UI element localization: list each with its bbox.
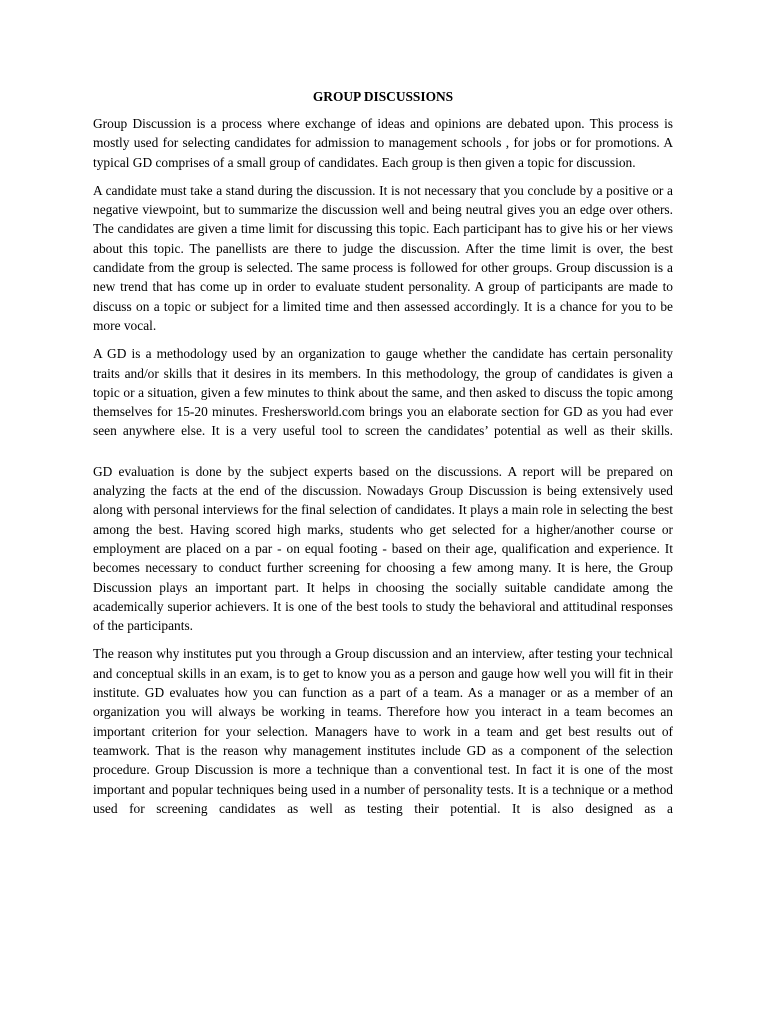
paragraph-intro: Group Discussion is a process where exchange of ideas and opinions are debated upon. This process is mostly used for selecting candidates for admission to management schools , for jobs or for promotions. A typical GD comprises of a small group of candidates. Each group is then given a topic for discussion. [93,116,673,170]
paragraph-gd-methodology: A GD is a methodology used by an organization to gauge whether the candidate has certain personality traits and/or skills that it desires in its members. In this methodology, the group of candidates is given a topic or a situation, given a few minutes to think about the same, and then asked to discuss the topic among themselves for 15-20 minutes. Freshersworld.com brings you an elaborate section for GD as you had ever seen anywhere else. It is a very useful tool to screen the candidates’ potential as well as their skills. [93,346,673,439]
paragraph-candidate-stand: A candidate must take a stand during the discussion. It is not necessary that you conclude by a positive or a negative viewpoint, but to summarize the discussion well and being neutral gives you an edge over others. The candidates are given a time limit for discussing this topic. Each participant has to give his or her views about this topic. The panellists are there to judge the discussion. After the time limit is over, the best candidate from the group is selected. The same process is followed for other groups. Group discussion is a new trend that has come up in order to evaluate student personality. A group of participants are made to discuss on a topic or subject for a limited time and then assessed accordingly. It is a chance for you to be more vocal. [93,182,673,333]
document-page [93,88,673,827]
paragraph-gd-evaluation: GD evaluation is done by the subject experts based on the discussions. A report will be prepared on analyzing the facts at the end of the discussion. Nowadays Group Discussion is being extensively used along with personal interviews for the final selection of candidates. It plays a main role in selecting the best among the best. Having scored high marks, students who get selected for a higher/another course or employment are placed on a par - on equal footing - based on their age, qualification and experience. It becomes necessary to conduct further screening for choosing a few among many. It is here, the Group Discussion plays an important part. It helps in choosing the socially suitable candidate among the academically superior achievers. It is one of the best tools to study the behavioral and attitudinal responses of the participants. [93,463,673,634]
paragraph-reason-institutes: The reason why institutes put you through a Group discussion and an interview, after testing your technical and conceptual skills in an exam, is to get to know you as a person and gauge how well you will fit in their institute. GD evaluates how you can function as a part of a team. As a manager or as a member of an organization you will always be working in teams. Therefore how you interact in a team becomes an important criterion for your selection. Managers have to work in a team and get best results out of teamwork. That is the reason why management institutes include GD as a component of the selection procedure. Group Discussion is more a technique than a conventional test. In fact it is one of the most important and popular techniques being used in a number of personality tests. It is a technique or a method used for screening candidates as well as testing their potential. It is also designed as a [93,646,673,816]
document-title: GROUP DISCUSSIONS [312,89,454,104]
